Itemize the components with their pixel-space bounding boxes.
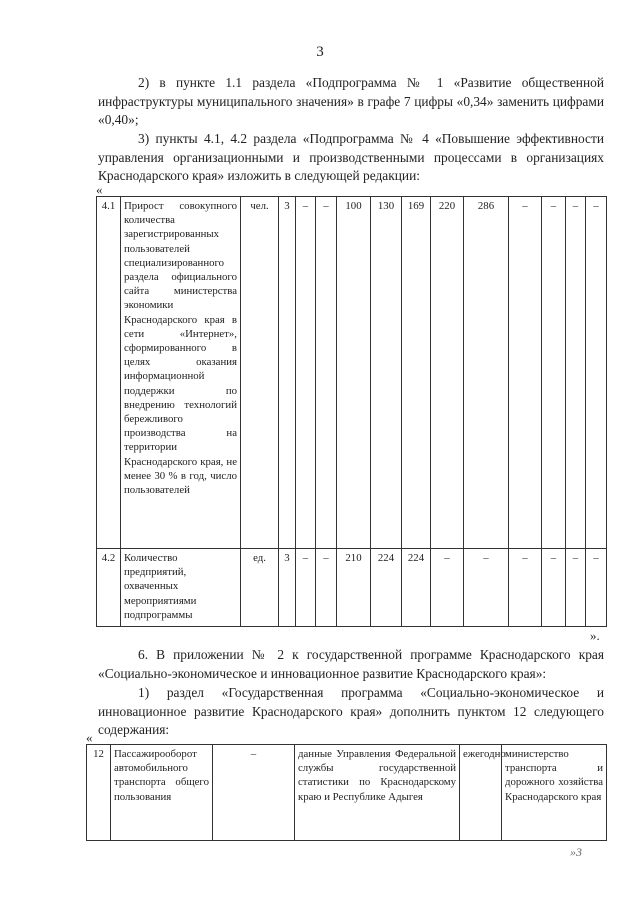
indicators-table (96, 196, 607, 627)
value-cell: – (316, 549, 337, 627)
dash-cell: – (213, 745, 295, 841)
quote-close-mark: ». (590, 628, 600, 643)
value-cell: 224 (371, 549, 402, 627)
value-cell: – (431, 549, 464, 627)
value-cell: – (509, 197, 542, 549)
quote-open-mark: « (96, 182, 103, 197)
unit-cell: чел. (241, 197, 279, 549)
indicator-name: Количество предприятий, охваченных мероприятиями подпрограммы (121, 549, 241, 627)
table-row (97, 549, 607, 627)
value-cell: – (316, 197, 337, 549)
value-cell: – (509, 549, 542, 627)
value-cell: 3 (279, 549, 296, 627)
program-item-table (86, 744, 607, 841)
table-row (97, 197, 607, 549)
indicator-name: Пассажирооборот автомобильного транспорта общего пользования (111, 745, 213, 841)
row-number: 4.2 (97, 549, 121, 627)
value-cell: – (566, 197, 586, 549)
paragraph-6: 6. В приложении № 2 к государственной программе Краснодарского края «Социально-экономическое и инновационное развитие Краснодарского края»: (98, 647, 604, 681)
row-number: 4.1 (97, 197, 121, 549)
value-cell: – (586, 549, 607, 627)
responsible-body: министерство транспорта и дорожного хозяйства Краснодарского края (502, 745, 607, 841)
value-cell: – (566, 549, 586, 627)
value-cell: – (542, 549, 566, 627)
paragraph-7: 1) раздел «Государственная программа «Социально-экономическое и инновационное развитие Краснодарского края» дополнить пунктом 12 следующего содержания: (98, 685, 604, 737)
value-cell: 210 (337, 549, 371, 627)
indicator-name: Прирост совокупного количества зарегистрированных пользователей специализированного раздела официального сайта министерства экономики Краснодарского края в сети «Интернет», сформированного в целях оказания информационной поддержки по внедрению технологий бережливого производства на территории Краснодарского края, не менее 30 % в год, число пользователей (121, 197, 241, 549)
value-cell: 169 (402, 197, 431, 549)
value-cell: – (542, 197, 566, 549)
quote-open-mark-2: « (86, 730, 93, 745)
paragraph-2: 2) в пункте 1.1 раздела «Подпрограмма № 1 «Развитие общественной инфраструктуры муниципального значения» в графе 7 цифры «0,34» заменить цифрами «0,40»; (98, 75, 604, 127)
value-cell: – (296, 549, 316, 627)
page-number: 3 (316, 44, 324, 60)
data-source: данные Управления Федеральной службы государственной статистики по Краснодарскому краю и Республике Адыгея (295, 745, 460, 841)
table-row (87, 745, 607, 841)
value-cell: 100 (337, 197, 371, 549)
value-cell: – (296, 197, 316, 549)
item-number: 12 (87, 745, 111, 841)
value-cell: – (586, 197, 607, 549)
handwritten-mark: »3 (570, 845, 582, 859)
value-cell: 220 (431, 197, 464, 549)
value-cell: 3 (279, 197, 296, 549)
value-cell: 224 (402, 549, 431, 627)
value-cell: 286 (464, 197, 509, 549)
value-cell: – (464, 549, 509, 627)
paragraph-3: 3) пункты 4.1, 4.2 раздела «Подпрограмма № 4 «Повышение эффективности управления организационными и производственными процессами в организациях Краснодарского края» изложить в следующей редакции: (98, 131, 604, 183)
periodicity: ежегодно (460, 745, 502, 841)
unit-cell: ед. (241, 549, 279, 627)
value-cell: 130 (371, 197, 402, 549)
